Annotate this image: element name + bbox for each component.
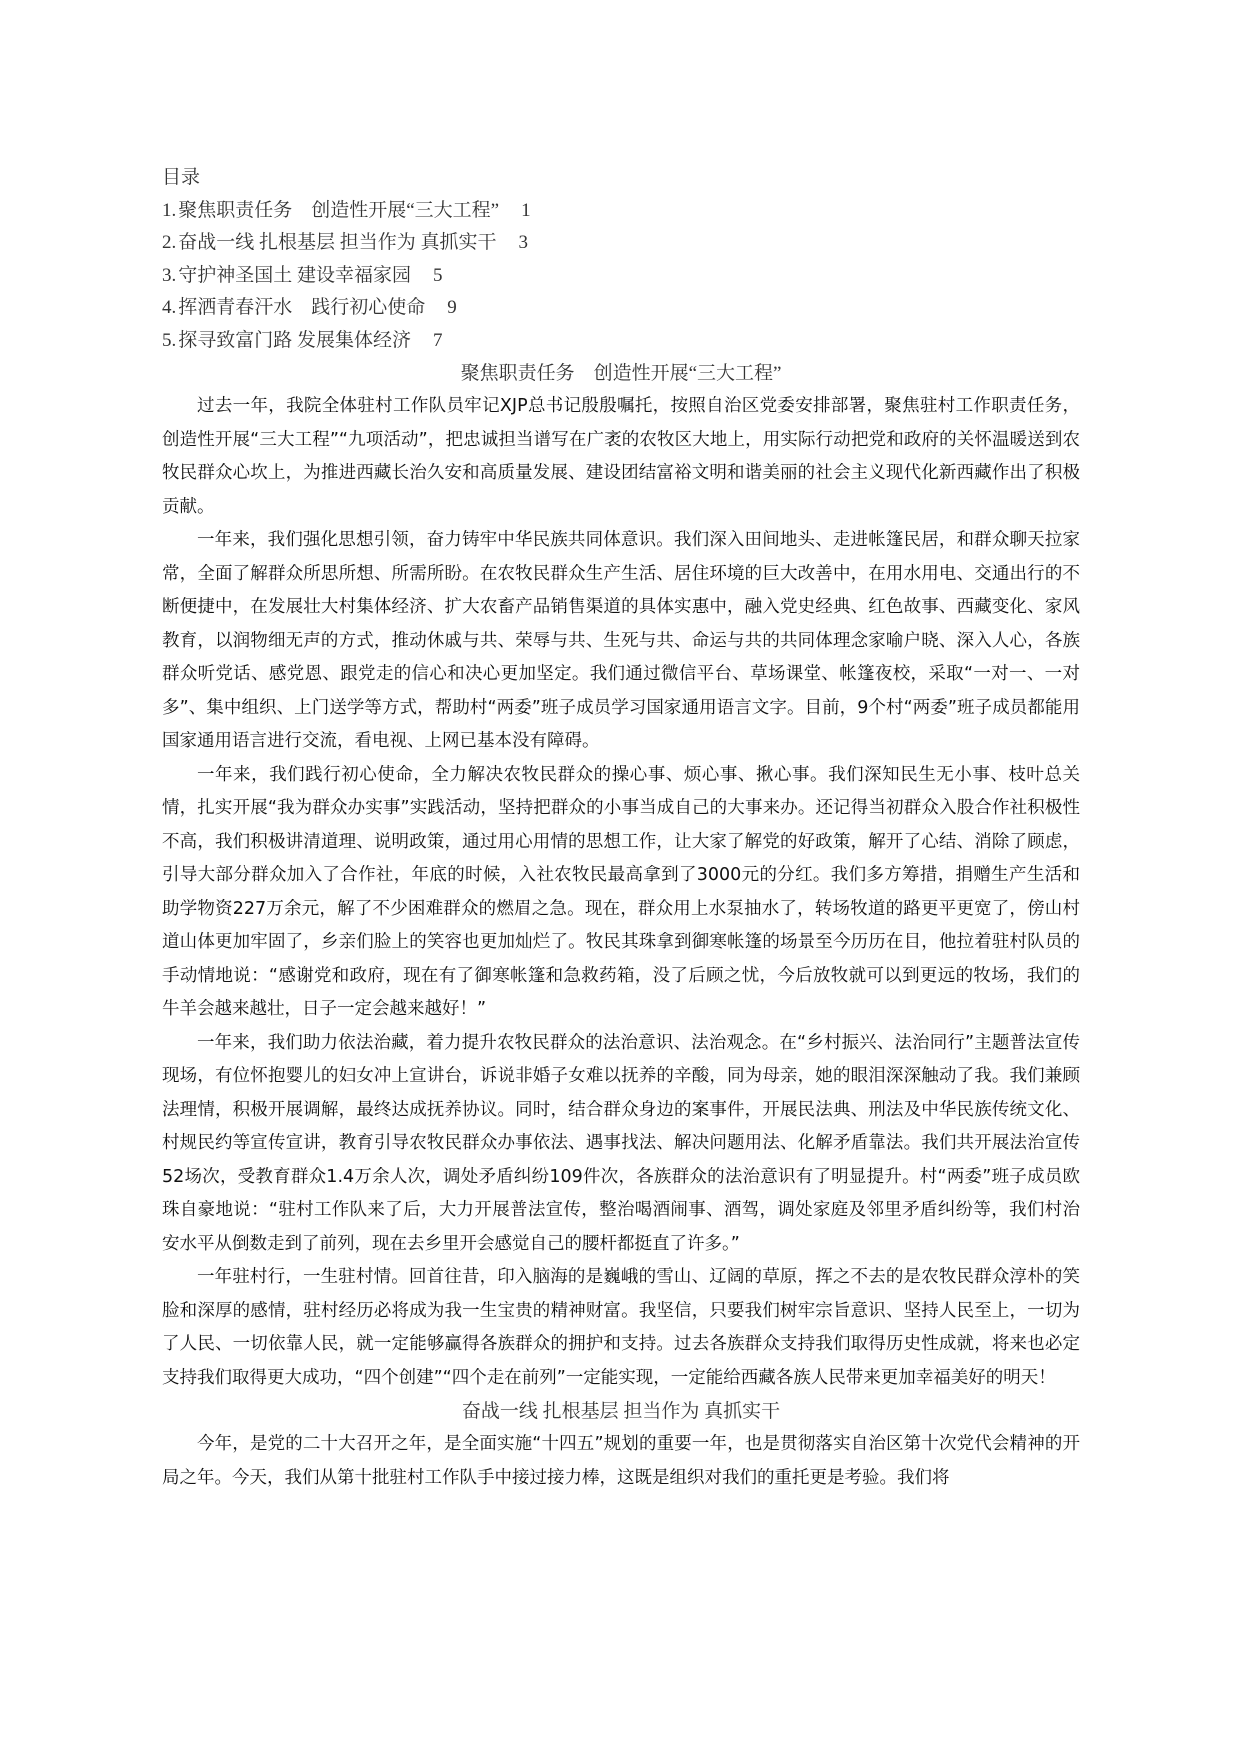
- toc-item-page: 1: [521, 199, 531, 221]
- section-2: [162, 1395, 1080, 1495]
- toc-item-number: 5.: [162, 329, 177, 351]
- toc-item-number: 2.: [162, 232, 177, 253]
- section-1: [162, 357, 1080, 1395]
- toc-item-4[interactable]: [162, 292, 1080, 325]
- toc-item-text: 聚焦职责任务 创造性开展“三大工程”: [178, 199, 500, 221]
- toc-item-text: 守护神圣国土 建设幸福家园: [178, 264, 412, 286]
- toc-item-text: 挥洒青春汗水 践行初心使命: [178, 297, 426, 318]
- toc-list: [162, 195, 1080, 358]
- paragraph: 一年来，我们助力依法治藏，着力提升农牧民群众的法治意识、法治观念。在“乡村振兴、法治同行”主题普法宣传现场，有位怀抱婴儿的妇女冲上宣讲台，诉说非婚子女难以抚养的辛酸，同为母亲，她的眼泪深深触动了我。我们兼顾法理情，积极开展调解，最终达成抚养协议。同时，结合群众身边的案事件，开展民法典、刑法及中华民族传统文化、村规民约等宣传宣讲，教育引导农牧民群众办事依法、遇事找法、解决问题用法、化解矛盾靠法。我们共开展法治宣传52场次，受教育群众1.4万余人次，调处矛盾纠纷109件次，各族群众的法治意识有了明显提升。村“两委”班子成员欧珠自豪地说：“驻村工作队来了后，大力开展普法宣传，整治喝酒闹事、酒驾，调处家庭及邻里矛盾纠纷等，我们村治安水平从倒数走到了前列，现在去乡里开会感觉自己的腰杆都挺直了许多。”: [162, 1032, 1080, 1254]
- toc-item-page: 9: [447, 297, 457, 318]
- section-title: 奋战一线 扎根基层 担当作为 真抓实干: [461, 1401, 781, 1422]
- toc-item-page: 7: [433, 329, 443, 351]
- toc-item-page: 5: [433, 264, 443, 286]
- section-title: 聚焦职责任务 创造性开展“三大工程”: [460, 363, 782, 384]
- toc-item-number: 1.: [162, 199, 177, 221]
- toc-item-1[interactable]: [162, 195, 1080, 228]
- toc-item-text: 奋战一线 扎根基层 担当作为 真抓实干: [178, 232, 497, 253]
- paragraph: 一年来，我们践行初心使命，全力解决农牧民群众的操心事、烦心事、揪心事。我们深知民生无小事、枝叶总关情，扎实开展“我为群众办实事”实践活动，坚持把群众的小事当成自己的大事来办。还记得当初群众入股合作社积极性不高，我们积极讲清道理、说明政策，通过用心用情的思想工作，让大家了解党的好政策，解开了心结、消除了顾虑，引导大部分群众加入了合作社，年底的时候，入社农牧民最高拿到了3000元的分红。我们多方筹措，捐赠生产生活和助学物资227万余元，解了不少困难群众的燃眉之急。现在，群众用上水泵抽水了，转场牧道的路更平更宽了，傍山村道山体更加牢固了，乡亲们脸上的笑容也更加灿烂了。牧民其珠拿到御寒帐篷的场景至今历历在目，他拉着驻村队员的手动情地说：“感谢党和政府，现在有了御寒帐篷和急救药箱，没了后顾之忧，今后放牧就可以到更远的牧场，我们的牛羊会越来越壮，日子一定会越来越好！”: [162, 764, 1080, 1019]
- toc-item-number: 4.: [162, 297, 177, 318]
- document-page: [162, 162, 1080, 1495]
- paragraph: 过去一年，我院全体驻村工作队员牢记XJP总书记殷殷嘱托，按照自治区党委安排部署，聚焦驻村工作职责任务，创造性开展“三大工程”“九项活动”，把忠诚担当谱写在广袤的农牧区大地上，用实际行动把党和政府的关怀温暖送到农牧民群众心坎上，为推进西藏长治久安和高质量发展、建设团结富裕文明和谐美丽的社会主义现代化新西藏作出了积极贡献。: [162, 396, 1080, 517]
- toc-item-text: 探寻致富门路 发展集体经济: [178, 329, 412, 351]
- toc-item-3[interactable]: [162, 260, 1080, 293]
- table-of-contents: [162, 162, 1080, 357]
- toc-item-2[interactable]: [162, 227, 1080, 260]
- toc-item-number: 3.: [162, 264, 177, 286]
- toc-item-page: 3: [518, 232, 529, 253]
- paragraph: 一年驻村行，一生驻村情。回首往昔，印入脑海的是巍峨的雪山、辽阔的草原，挥之不去的是农牧民群众淳朴的笑脸和深厚的感情，驻村经历必将成为我一生宝贵的精神财富。我坚信，只要我们树牢宗旨意识、坚持人民至上，一切为了人民、一切依靠人民，就一定能够赢得各族群众的拥护和支持。过去各族群众支持我们取得历史性成就，将来也必定支持我们取得更大成功，“四个创建”“四个走在前列”一定能实现，一定能给西藏各族人民带来更加幸福美好的明天！: [162, 1267, 1080, 1388]
- paragraph: 今年，是党的二十大召开之年，是全面实施“十四五”规划的重要一年，也是贯彻落实自治区第十次党代会精神的开局之年。今天，我们从第十批驻村工作队手中接过接力棒，这既是组织对我们的重托更是考验。我们将: [162, 1434, 1080, 1488]
- toc-title: 目录: [162, 167, 201, 188]
- toc-item-5[interactable]: [162, 325, 1080, 358]
- paragraph: 一年来，我们强化思想引领，奋力铸牢中华民族共同体意识。我们深入田间地头、走进帐篷民居，和群众聊天拉家常，全面了解群众所思所想、所需所盼。在农牧民群众生产生活、居住环境的巨大改善中，在用水用电、交通出行的不断便捷中，在发展壮大村集体经济、扩大农畜产品销售渠道的具体实惠中，融入党史经典、红色故事、西藏变化、家风教育，以润物细无声的方式，推动休戚与共、荣辱与共、生死与共、命运与共的共同体理念家喻户晓、深入人心，各族群众听党话、感党恩、跟党走的信心和决心更加坚定。我们通过微信平台、草场课堂、帐篷夜校，采取“一对一、一对多”、集中组织、上门送学等方式，帮助村“两委”班子成员学习国家通用语言文字。目前，9个村“两委”班子成员都能用国家通用语言进行交流，看电视、上网已基本没有障碍。: [162, 530, 1080, 751]
